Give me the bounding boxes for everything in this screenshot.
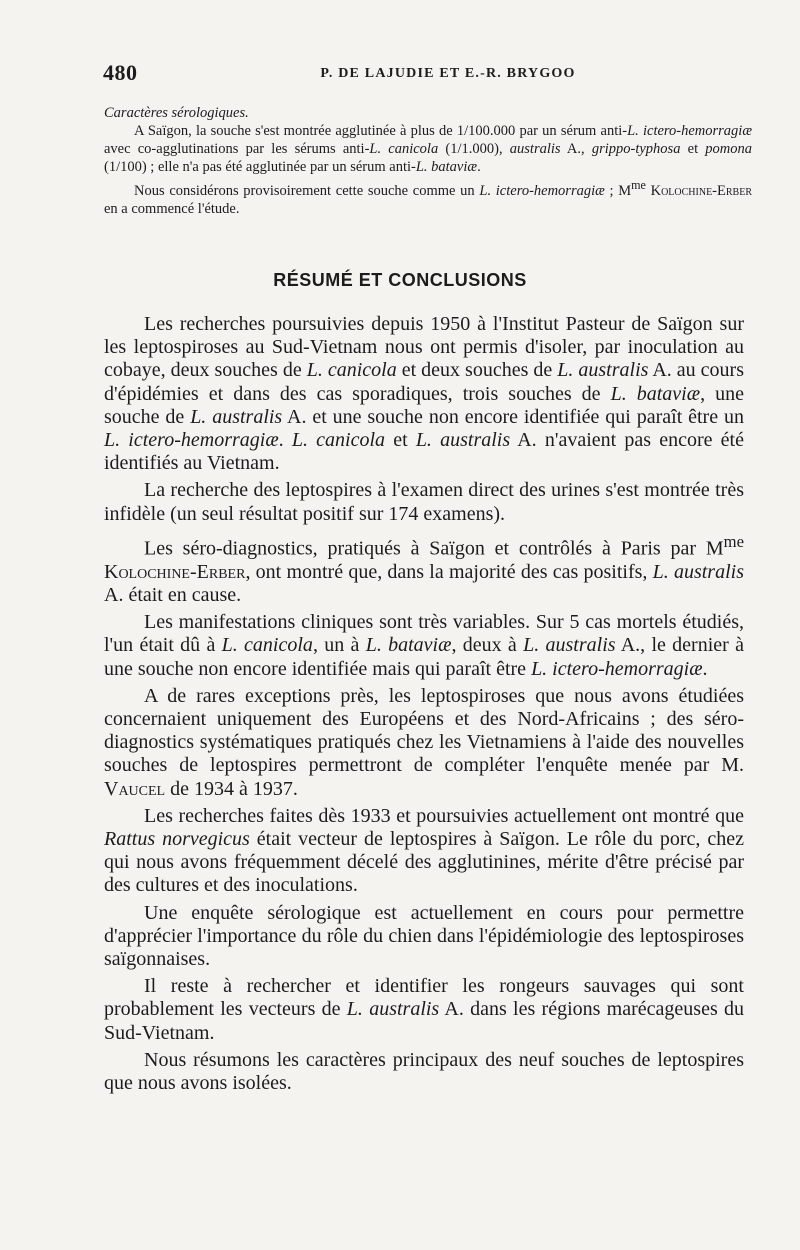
page-number: 480 xyxy=(103,60,138,85)
conclusion-paragraph-6: Les recherches faites dès 1933 et poursuivies actuellement ont montré que Rattus norvegicus était vecteur de leptospires à Saïgon. Le rôle du porc, chez qui nous avons fréquemment décelé des agglutinines, mérite d'être précisé par des cultures et des inoculations. xyxy=(104,804,744,897)
conclusion-paragraph-1: Les recherches poursuivies depuis 1950 à l'Institut Pasteur de Saïgon sur les leptospiroses au Sud-Vietnam nous ont permis d'isoler, par inoculation au cobaye, deux souches de L. canicola et deux souches de L. australis A. au cours d'épidémies et dans des cas sporadiques, trois souches de L. bataviæ, une souche de L. australis A. et une souche non encore identifiée qui paraît être un L. ictero-hemorragiæ. L. canicola et L. australis A. n'avaient pas encore été identifiés au Vietnam. xyxy=(104,313,744,475)
serology-section xyxy=(104,104,752,218)
page-header xyxy=(103,60,753,90)
serology-paragraph-1: A Saïgon, la souche s'est montrée agglutinée à plus de 1/100.000 par un sérum anti-L. ictero-hemorragiæ avec co-agglutinations par les sérums anti-L. canicola (1/1.000), australis A., grippo-typhosa et pomona (1/100) ; elle n'a pas été agglutinée par un sérum anti-L. bataviæ. xyxy=(104,123,753,175)
conclusion-paragraph-9: Nous résumons les caractères principaux des neuf souches de leptospires que nous avons isolées. xyxy=(104,1048,744,1094)
conclusion-paragraph-8: Il reste à rechercher et identifier les rongeurs sauvages qui sont probablement les vecteurs de L. australis A. dans les régions marécageuses du Sud-Vietnam. xyxy=(104,975,745,1044)
conclusions-body xyxy=(104,313,744,1099)
section-title: RÉSUMÉ ET CONCLUSIONS xyxy=(273,270,527,290)
conclusion-paragraph-4: Les manifestations cliniques sont très variables. Sur 5 cas mortels étudiés, l'un était dû à L. canicola, un à L. bataviæ, deux à L. australis A., le dernier à une souche non encore identifiée mais qui paraît être L. ictero-hemorragiæ. xyxy=(104,611,744,680)
serology-subheading: Caractères sérologiques. xyxy=(104,105,249,121)
running-head: P. DE LAJUDIE ET E.-R. BRYGOO xyxy=(320,66,576,81)
conclusion-paragraph-2: La recherche des leptospires à l'examen direct des urines s'est montrée très infidèle (un seul résultat positif sur 174 examens). xyxy=(104,479,744,525)
conclusion-paragraph-3: Les séro-diagnostics, pratiqués à Saïgon et contrôlés à Paris par $M^{me}$ Kolochine-Erber, ont montré que, dans la majorité des cas positifs, L. australis A. était en cause. xyxy=(104,531,744,606)
conclusion-paragraph-5: A de rares exceptions près, les leptospiroses que nous avons étudiées concernaient uniquement des Européens et des Nord-Africains ; des séro-diagnostics systématiques pratiqués chez les Vietnamiens à l'aide des nouvelles souches de leptospires permettront de compléter l'enquête menée par M. Vaucel de 1934 à 1937. xyxy=(104,684,744,800)
serology-paragraph-2: Nous considérons provisoirement cette souche comme un L. ictero-hemorragiæ ; $M^{me}$ Kolochine-Erber en a commencé l'étude. xyxy=(104,178,752,217)
conclusion-paragraph-7: Une enquête sérologique est actuellement en cours pour permettre d'apprécier l'importance du rôle du chien dans l'épidémiologie des leptospiroses saïgonnaises. xyxy=(104,901,744,970)
